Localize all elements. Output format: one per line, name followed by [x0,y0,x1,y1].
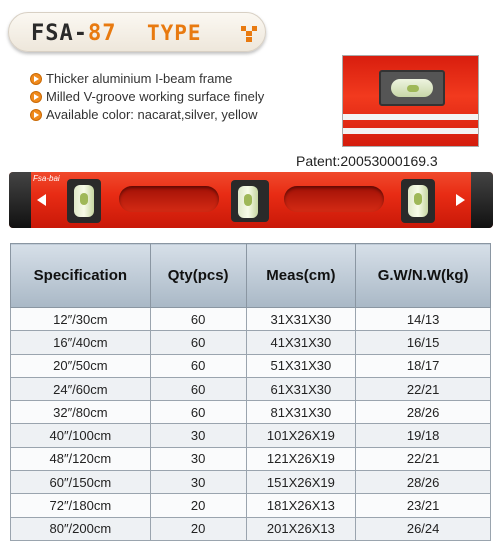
cell-qty: 60 [150,331,246,354]
cell-meas: 121X26X19 [246,447,356,470]
bullet-arrow-icon [30,109,42,121]
table-row [11,401,491,424]
table-row [11,517,491,540]
vial-left [67,179,101,223]
table-row [11,331,491,354]
bullet-arrow-icon [30,73,42,85]
table-row [11,377,491,400]
brand-logo: Fsa-bai [33,174,60,183]
feature-item: Available color: nacarat,silver, yellow [30,106,270,124]
left-arrow-icon [37,194,46,206]
handle-right [284,186,384,212]
cell-specification: 40″/100cm [11,424,151,447]
bullet-arrow-icon [30,91,42,103]
cell-qty: 30 [150,447,246,470]
cell-meas: 101X26X19 [246,424,356,447]
left-endcap [9,172,31,228]
vial-right [401,179,435,223]
cell-weight: 22/21 [356,447,491,470]
table-header-row [11,244,491,308]
cell-qty: 20 [150,494,246,517]
right-endcap [471,172,493,228]
header-meas: Meas(cm) [246,244,356,308]
vial-center [231,180,269,222]
header-specification: Specification [11,244,151,308]
model-name: FSA-87 [31,21,117,46]
feature-item: Milled V-groove working surface finely [30,88,270,106]
cell-qty: 30 [150,471,246,494]
cell-meas: 51X31X30 [246,354,356,377]
cell-qty: 60 [150,377,246,400]
cell-weight: 26/24 [356,517,491,540]
patent-number: Patent:20053000169.3 [296,153,438,169]
cell-weight: 28/26 [356,471,491,494]
spec-table [10,243,491,541]
header-qty: Qty(pcs) [150,244,246,308]
header-weight: G.W/N.W(kg) [356,244,491,308]
table-row [11,354,491,377]
cell-specification: 32″/80cm [11,401,151,424]
cell-meas: 61X31X30 [246,377,356,400]
cell-qty: 60 [150,401,246,424]
cell-weight: 28/26 [356,401,491,424]
vial-closeup-photo [342,55,479,147]
cell-specification: 20″/50cm [11,354,151,377]
cell-qty: 60 [150,354,246,377]
feature-list [30,70,270,124]
cell-weight: 14/13 [356,308,491,331]
checker-icon [241,26,257,42]
cell-specification: 80″/200cm [11,517,151,540]
cell-specification: 60″/150cm [11,471,151,494]
cell-specification: 48″/120cm [11,447,151,470]
type-label: TYPE [147,21,202,45]
cell-meas: 41X31X30 [246,331,356,354]
cell-specification: 72″/180cm [11,494,151,517]
cell-meas: 151X26X19 [246,471,356,494]
cell-meas: 81X31X30 [246,401,356,424]
cell-weight: 22/21 [356,377,491,400]
cell-meas: 31X31X30 [246,308,356,331]
closeup-vial [379,70,445,106]
cell-weight: 16/15 [356,331,491,354]
cell-meas: 201X26X13 [246,517,356,540]
cell-qty: 60 [150,308,246,331]
cell-specification: 16″/40cm [11,331,151,354]
spirit-level-image [9,172,493,228]
cell-weight: 18/17 [356,354,491,377]
table-row [11,471,491,494]
table-row [11,494,491,517]
handle-left [119,186,219,212]
cell-qty: 30 [150,424,246,447]
cell-weight: 19/18 [356,424,491,447]
table-row [11,308,491,331]
cell-weight: 23/21 [356,494,491,517]
cell-meas: 181X26X13 [246,494,356,517]
cell-specification: 12″/30cm [11,308,151,331]
table-row [11,447,491,470]
right-arrow-icon [456,194,465,206]
table-row [11,424,491,447]
cell-specification: 24″/60cm [11,377,151,400]
cell-qty: 20 [150,517,246,540]
title-banner [8,12,266,52]
feature-item: Thicker aluminium I-beam frame [30,70,270,88]
